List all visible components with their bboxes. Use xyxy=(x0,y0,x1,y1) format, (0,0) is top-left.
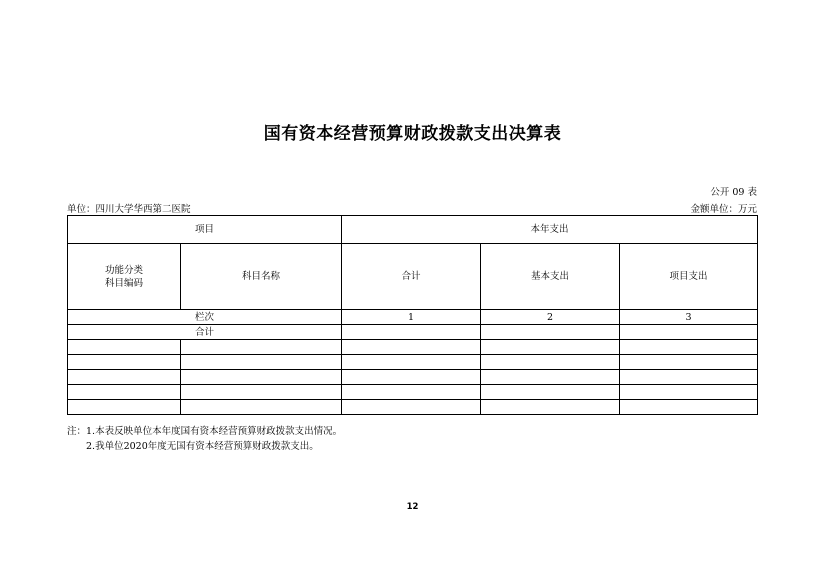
table-cell xyxy=(181,370,342,385)
table-cell xyxy=(342,385,481,400)
header-func-code-line1: 功能分类 xyxy=(104,264,143,276)
total-cell xyxy=(481,325,620,340)
reporting-unit: 单位：四川大学华西第二医院 xyxy=(67,204,191,215)
header-project-exp: 项目支出 xyxy=(620,244,758,310)
table-cell xyxy=(342,370,481,385)
total-cell xyxy=(620,325,758,340)
table-cell xyxy=(68,340,181,355)
header-func-code-line2: 科目编码 xyxy=(104,277,143,289)
index-3: 3 xyxy=(620,310,758,325)
table-subheader-row xyxy=(68,244,758,310)
note-2: 2.我单位2020年度无国有资本经营预算财政拨款支出。 xyxy=(86,441,319,452)
form-code: 公开 09 表 xyxy=(710,187,757,198)
header-subject-name: 科目名称 xyxy=(181,244,342,310)
table-cell xyxy=(342,340,481,355)
table-cell xyxy=(68,400,181,415)
header-total: 合计 xyxy=(342,244,481,310)
table-row xyxy=(68,400,758,415)
table-row xyxy=(68,370,758,385)
table-cell xyxy=(181,355,342,370)
notes xyxy=(67,424,342,454)
expenditure-table xyxy=(67,215,758,415)
table-cell xyxy=(620,355,758,370)
empty-rows xyxy=(68,340,758,415)
header-current-year: 本年支出 xyxy=(342,216,758,244)
table-cell xyxy=(181,340,342,355)
index-label: 栏次 xyxy=(68,310,342,325)
table-row xyxy=(68,385,758,400)
table-cell xyxy=(481,400,620,415)
table-cell xyxy=(68,355,181,370)
table-cell xyxy=(481,355,620,370)
table-cell xyxy=(68,385,181,400)
table-cell xyxy=(620,370,758,385)
header-basic: 基本支出 xyxy=(481,244,620,310)
amount-unit: 金额单位：万元 xyxy=(690,204,757,215)
table-cell xyxy=(620,385,758,400)
table-cell xyxy=(181,385,342,400)
table-header-row xyxy=(68,216,758,244)
table-cell xyxy=(481,385,620,400)
page-title: 国有资本经营预算财政拨款支出决算表 xyxy=(263,124,562,144)
index-2: 2 xyxy=(481,310,620,325)
total-cell xyxy=(342,325,481,340)
note-1: 注：1.本表反映单位本年度国有资本经营预算财政拨款支出情况。 xyxy=(67,426,343,437)
table-cell xyxy=(68,370,181,385)
table-row xyxy=(68,340,758,355)
table-cell xyxy=(181,400,342,415)
index-1: 1 xyxy=(342,310,481,325)
header-func-code xyxy=(68,244,181,310)
total-label: 合计 xyxy=(68,325,342,340)
table-cell xyxy=(342,400,481,415)
table-cell xyxy=(620,400,758,415)
index-row xyxy=(68,310,758,325)
table-cell xyxy=(620,340,758,355)
table-row xyxy=(68,355,758,370)
table-cell xyxy=(342,355,481,370)
page-number: 12 xyxy=(406,502,419,512)
total-row xyxy=(68,325,758,340)
table-cell xyxy=(481,370,620,385)
header-project: 项目 xyxy=(68,216,342,244)
table-cell xyxy=(481,340,620,355)
